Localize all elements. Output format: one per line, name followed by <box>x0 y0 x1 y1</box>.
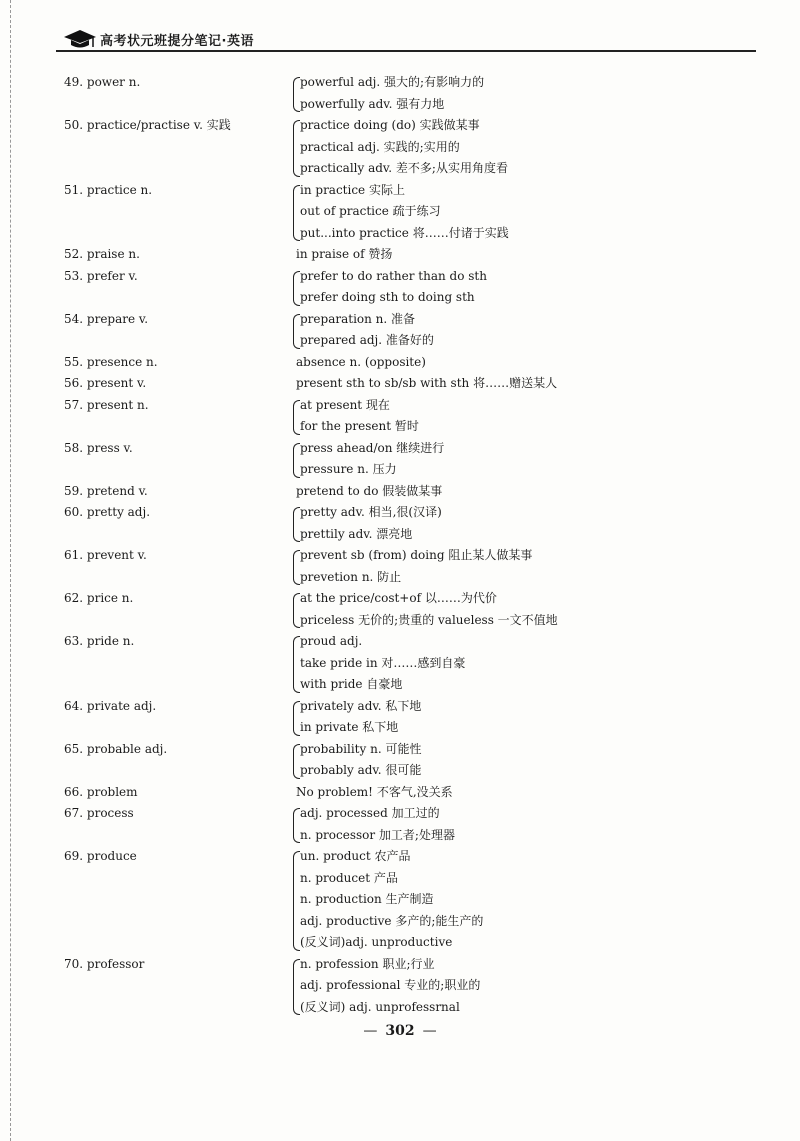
entry-headword: 61. prevent v. <box>64 548 147 562</box>
entry-derivations <box>300 631 465 696</box>
entry-derivations <box>300 72 484 115</box>
derivation-line: pretty adv. 相当,很(汉译) <box>300 505 442 519</box>
entry-derivations <box>296 373 557 395</box>
grouping-brace <box>293 314 300 349</box>
entry-derivations <box>300 954 480 1019</box>
derivation-line: in practice 实际上 <box>300 182 405 197</box>
derivation-line: prepared adj. 准备好的 <box>300 333 434 347</box>
entry-headword: 66. problem <box>64 784 138 799</box>
derivation-line: prefer doing sth to doing sth <box>300 290 475 304</box>
derivation-line: prevetion n. 防止 <box>300 569 402 584</box>
entry-headword: 69. produce <box>64 849 137 863</box>
entry-derivations <box>300 803 455 846</box>
entry-derivations <box>300 115 508 180</box>
derivation-line: privately adv. 私下地 <box>300 698 422 713</box>
derivation-line: adj. professional 专业的;职业的 <box>300 978 481 992</box>
entry-headword: 67. process <box>64 806 134 820</box>
entry-headword: 56. present v. <box>64 376 147 390</box>
entry-headword: 62. price n. <box>64 591 134 605</box>
derivation-line: prevent sb (from) doing 阻止某人做某事 <box>300 548 533 562</box>
derivation-line: out of practice 疏于练习 <box>300 204 441 218</box>
derivation-line: No problem! 不客气,没关系 <box>296 784 453 799</box>
entry-headword: 59. pretend v. <box>64 483 148 498</box>
grouping-brace <box>293 120 300 177</box>
footer-dash-left: — <box>363 1023 378 1039</box>
entry-headword: 63. pride n. <box>64 634 135 648</box>
entry-derivations <box>296 782 453 804</box>
grouping-brace <box>293 851 300 951</box>
derivation-line: probably adv. 很可能 <box>300 763 422 777</box>
entry-derivations <box>300 266 487 309</box>
grouping-brace <box>293 550 300 585</box>
derivation-line: (反义词) adj. unprofessrnal <box>300 999 460 1014</box>
derivation-line: with pride 自豪地 <box>300 677 403 691</box>
derivation-line: probability n. 可能性 <box>300 741 422 756</box>
derivation-line: in praise of 赞扬 <box>296 247 393 261</box>
derivation-line: (反义词)adj. unproductive <box>300 935 453 949</box>
page-number: 302 <box>385 1023 415 1039</box>
page-header <box>56 28 756 52</box>
entry-derivations <box>300 696 421 739</box>
binding-margin-line <box>10 0 11 1141</box>
entry-derivations <box>300 395 419 438</box>
entry-headword: 51. practice n. <box>64 182 153 197</box>
entry-headword: 54. prepare v. <box>64 311 149 326</box>
derivation-line: in private 私下地 <box>300 720 399 734</box>
entry-headword: 52. praise n. <box>64 247 140 261</box>
derivation-line: practice doing (do) 实践做某事 <box>300 118 480 132</box>
entry-headword: 57. present n. <box>64 397 149 412</box>
derivation-line: adj. processed 加工过的 <box>300 806 440 820</box>
grouping-brace <box>293 701 300 736</box>
entry-derivations <box>300 739 421 782</box>
grouping-brace <box>293 593 300 628</box>
entry-derivations <box>300 545 532 588</box>
entry-derivations <box>300 438 444 481</box>
entry-headword: 49. power n. <box>64 75 141 89</box>
entry-derivations <box>300 502 442 545</box>
entry-headword: 64. private adj. <box>64 698 157 713</box>
derivation-line: un. product 农产品 <box>300 849 411 863</box>
entry-headword: 55. presence n. <box>64 354 158 369</box>
entry-derivations <box>300 846 483 954</box>
derivation-line: prettily adv. 漂亮地 <box>300 526 413 541</box>
derivation-line: n. processor 加工者;处理器 <box>300 827 455 842</box>
grouping-brace <box>293 507 300 542</box>
derivation-line: n. producet 产品 <box>300 870 398 885</box>
entry-headword: 50. practice/practise v. 实践 <box>64 118 231 132</box>
entry-derivations <box>300 180 509 245</box>
grouping-brace <box>293 636 300 693</box>
derivation-line: practical adj. 实践的;实用的 <box>300 139 460 154</box>
graduation-cap-icon <box>62 28 98 54</box>
grouping-brace <box>293 77 300 112</box>
derivation-line: prefer to do rather than do sth <box>300 268 487 283</box>
grouping-brace <box>293 400 300 435</box>
derivation-line: present sth to sb/sb with sth 将……赠送某人 <box>296 376 558 390</box>
derivation-line: powerful adj. 强大的;有影响力的 <box>300 75 485 89</box>
grouping-brace <box>293 443 300 478</box>
derivation-line: practically adv. 差不多;从实用角度看 <box>300 161 508 175</box>
footer-dash-right: — <box>422 1023 437 1039</box>
page-footer <box>0 1023 800 1039</box>
entry-derivations <box>296 244 392 266</box>
derivation-line: powerfully adv. 强有力地 <box>300 96 445 111</box>
derivation-line: pressure n. 压力 <box>300 462 397 476</box>
entry-headword: 65. probable adj. <box>64 741 168 756</box>
page-header-title: 高考状元班提分笔记·英语 <box>100 34 254 49</box>
derivation-line: n. production 生产制造 <box>300 892 434 906</box>
entry-derivations <box>296 352 426 374</box>
grouping-brace <box>293 271 300 306</box>
derivation-line: absence n. (opposite) <box>296 354 426 369</box>
entry-headword: 60. pretty adj. <box>64 505 151 519</box>
grouping-brace <box>293 808 300 843</box>
derivation-line: at present 现在 <box>300 397 390 412</box>
derivation-line: preparation n. 准备 <box>300 311 416 326</box>
derivation-line: for the present 暂时 <box>300 419 419 433</box>
grouping-brace <box>293 959 300 1016</box>
derivation-line: press ahead/on 继续进行 <box>300 440 445 455</box>
derivation-line: proud adj. <box>300 634 363 648</box>
derivation-line: at the price/cost+of 以……为代价 <box>300 591 497 605</box>
entry-headword: 53. prefer v. <box>64 268 138 283</box>
entry-derivations <box>300 588 558 631</box>
entry-headword: 58. press v. <box>64 440 133 455</box>
derivation-line: n. profession 职业;行业 <box>300 956 435 971</box>
grouping-brace <box>293 744 300 779</box>
grouping-brace <box>293 185 300 242</box>
entry-derivations <box>296 481 442 503</box>
derivation-line: priceless 无价的;贵重的 valueless 一文不值地 <box>300 612 558 627</box>
derivation-line: pretend to do 假装做某事 <box>296 483 443 498</box>
entry-derivations <box>300 309 434 352</box>
derivation-line: adj. productive 多产的;能生产的 <box>300 913 484 928</box>
entry-headword: 70. professor <box>64 956 145 971</box>
derivation-line: take pride in 对……感到自豪 <box>300 655 466 670</box>
derivation-line: put...into practice 将……付诸于实践 <box>300 225 509 240</box>
